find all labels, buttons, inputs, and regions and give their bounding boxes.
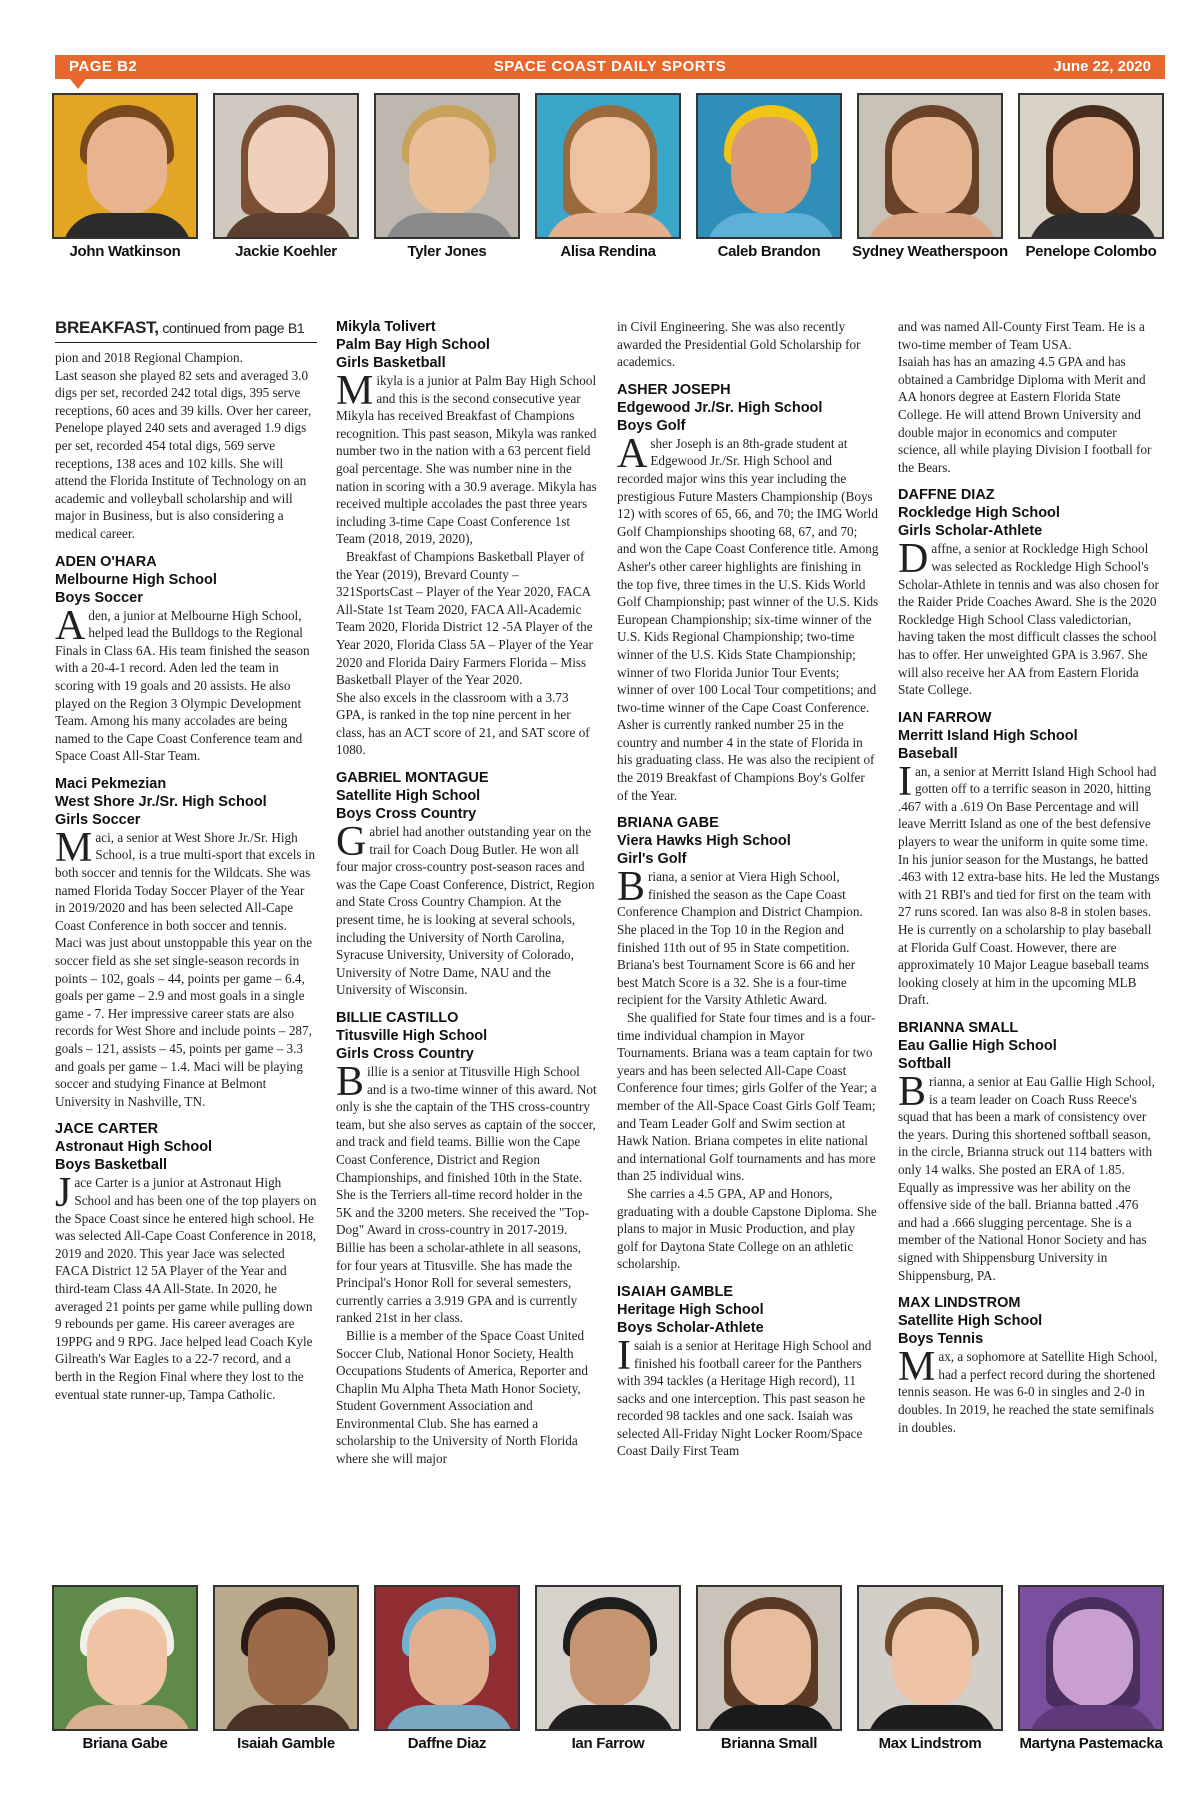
team-heading: Boys Golf bbox=[617, 417, 686, 434]
athlete-name-heading: IAN FARROW bbox=[898, 709, 992, 726]
school-heading: Merritt Island High School bbox=[898, 727, 1078, 744]
athlete-bio: Asher Joseph is an 8th-grade student at Edgewood Jr./Sr. High School and recorded major wins this year including the prestigious Future Masters Championship (Boys 12) with scores of 65, 66, and 70; the IMG World Golf Championships shooting 68, 67, and 70; and won the Cape Coast Conference title. Among Asher's other career highlights are finishing in the top five, three times in the U.S. Kids World Golf Championship; past winner of the U.S. Kids European Championship; six-time winner of the U.S. Kids Regional Championship; two-time winner of the U.S. Kids State Championship; winner of two Florida Junior Tour Events; winner of over 100 Local Tour competitions; and two-time winner of the Cape Coast Conference. bbox=[617, 430, 879, 715]
portrait-image bbox=[696, 1585, 842, 1731]
body-text: and was named All-County First Team. He is a two-time member of Team USA. bbox=[898, 319, 1145, 352]
team-heading: Girls Basketball bbox=[336, 355, 446, 371]
athlete-photo bbox=[52, 93, 198, 273]
portrait-image bbox=[857, 1585, 1003, 1731]
team-heading: Girls Scholar-Athlete bbox=[898, 523, 1043, 540]
drop-cap: B bbox=[617, 864, 646, 911]
drop-cap: D bbox=[898, 536, 929, 583]
body-text: She also excels in the classroom with a 3.73 GPA, is ranked in the top nine percent in her class, has an ACT score of 21, and SAT score of 1080. bbox=[336, 689, 590, 758]
body-text: in Civil Engineering. She was also recently awarded the Presidential Gold Scholarship for academics. bbox=[617, 319, 861, 370]
athlete-photo bbox=[535, 1585, 681, 1765]
team-heading: Girl's Golf bbox=[617, 851, 687, 868]
athlete-photo bbox=[852, 93, 1008, 273]
article-column-3 bbox=[617, 318, 879, 1460]
athlete-name-heading: DAFFNE DIAZ bbox=[898, 487, 995, 504]
athlete-bio: Isaiah is a senior at Heritage High School and finished his football career for the Panthers with 394 tackles (a Heritage High record), 11 sacks and one interception. This past season he recorded 98 tackles and one sack. Isaiah was selected All-Friday Night Locker Room/Space Coast Daily First Team bbox=[617, 1332, 872, 1459]
photo-caption: Ian Farrow bbox=[571, 1735, 645, 1752]
portrait-image bbox=[374, 93, 520, 239]
athlete-bio: Maci, a senior at West Shore Jr./Sr. High School, is a true multi-sport that excels in both soccer and tennis for the Wildcats. She was named Florida Today Soccer Player of the Year in 2019/2020 and has been selected All-Cape Coast Conference in both soccer and tennis. Maci was just about unstoppable this year on the soccer field as she set single-season records in points – 102, goals – 44, points per game – 6.4, goals per game – 2.9 and most goals in a single game - 7. Her impressive career stats are also records for West Shore and include points – 287, goals – 121, assists – 45, points per game – 3.3 and goals per game – 1.4. Maci will be playing soccer and studying Finance at Belmont University in Nashville, TN. bbox=[55, 824, 316, 1109]
team-heading: Girls Cross Country bbox=[336, 1046, 474, 1062]
body-text: She carries a 4.5 GPA, AP and Honors, graduating with a double Capstone Diploma. She plans to major in Music Production, and play golf for Daytona State College on an athletic scholarship. bbox=[617, 1185, 877, 1272]
team-heading: Boys Tennis bbox=[898, 1331, 984, 1348]
body-text: In his junior season for the Mustangs, he batted .463 with 12 extra-base hits. He led the Mustangs with 21 RBI's and tied for first on the team with 27 runs scored. Ian was also 8-8 in stolen bases. He is currently on a scholarship to play baseball at Florida Gulf Coast. However, there are approximately 10 Major League baseball teams looking closely at him in the upcoming MLB Draft. bbox=[898, 851, 1160, 1008]
drop-cap: M bbox=[336, 368, 374, 414]
athlete-bio: Briana, a senior at Viera High School, finished the season as the Cape Coast Conference Champion and District Champion. She placed in the Top 10 in the Region and finished 11th out of 95 in State competition. Briana's best Tournament Score is 66 and her best Match Score is a 32. She is a four-time recipient for the Varsity Athletic Award. bbox=[617, 864, 863, 1008]
continued-rest: continued from page B1 bbox=[158, 320, 305, 336]
drop-cap: B bbox=[336, 1059, 365, 1105]
athlete-photo bbox=[535, 93, 681, 273]
athlete-bio: Daffne, a senior at Rockledge High School was selected as Rockledge High School's Scholar-Athlete in tennis and was also chosen for the Raider Pride Coaches Award. She is the 2020 Rockledge High School Class valedictorian, having taken the most difficult classes the school has to offer. Her unweighted GPA is 3.967. She will also receive her AA from Eastern Florida State College. bbox=[898, 536, 1159, 698]
athlete-name-heading: BRIANA GABE bbox=[617, 815, 719, 832]
page-tab-marker bbox=[70, 79, 86, 89]
page-header-bar bbox=[55, 55, 1165, 79]
photo-caption: Caleb Brandon bbox=[717, 243, 821, 260]
athlete-photo bbox=[857, 1585, 1003, 1765]
athlete-photo bbox=[696, 93, 842, 273]
drop-cap: M bbox=[898, 1344, 936, 1391]
athlete-name-heading: MAX LINDSTROM bbox=[898, 1295, 1021, 1312]
drop-cap: M bbox=[55, 824, 93, 871]
athlete-name-heading: ISAIAH GAMBLE bbox=[617, 1283, 733, 1300]
athlete-name-heading: BILLIE CASTILLO bbox=[336, 1010, 459, 1026]
portrait-image bbox=[535, 1585, 681, 1731]
drop-cap: B bbox=[898, 1069, 927, 1115]
body-text: Last season she played 82 sets and averaged 3.0 digs per set, recorded 242 total digs, 395 serve receptions, 60 aces and 39 kills. Over her career, Penelope played 240 sets and averaged 1.9 digs per set, recorded 454 total digs, 569 serve receptions, 138 aces and 102 kills. She will attend the Florida Institute of Technology on an academic and volleyball scholarship and will major in Business, but is also considering a medical career. bbox=[55, 367, 312, 541]
athlete-bio: Ian, a senior at Merritt Island High School had gotten off to a terrific season in 2020, hitting .467 with a .619 On Base Percentage and will leave Merritt Island as one of the best defensive players to wear the uniform in quite some time. bbox=[898, 758, 1157, 850]
athlete-photo bbox=[1018, 1585, 1164, 1765]
portrait-image bbox=[1018, 1585, 1164, 1731]
athlete-photo bbox=[213, 1585, 359, 1765]
portrait-image bbox=[696, 93, 842, 239]
athlete-bio: Aden, a junior at Melbourne High School, helped lead the Bulldogs to the Regional Finals in Class 6A. His team finished the season with a 20-4-1 record. Aden led the team in scoring with 19 goals and 20 assists. He also played on the Region 3 Olympic Development Team. Among his many accolades are being named to the Cape Coast Conference team and Space Coast All-Star Team. bbox=[55, 602, 310, 764]
athlete-name-heading: BRIANNA SMALL bbox=[898, 1020, 1019, 1036]
school-heading: Melbourne High School bbox=[55, 571, 217, 588]
portrait-image bbox=[374, 1585, 520, 1731]
body-text: Breakfast of Champions Basketball Player of the Year (2019), Brevard County – 321SportsCast – Player of the Year 2020, FACA All-State 1st Team 2020, FACA All-Academic Team 2020, Florida District 12 -5A Player of the Year 2020, Florida Class 5A – Player of the Year 2020 and Florida Dairy Farmers Florida – Miss Basketball Player of the Year 2020. bbox=[336, 548, 593, 688]
drop-cap: I bbox=[617, 1332, 631, 1379]
body-text: Isaiah has has an amazing 4.5 GPA and has obtained a Cambridge Diploma with Merit and AA honors degree at Eastern Florida State College. He will attend Brown University and double major in economics and computer science, all while playing Division I football for the Bears. bbox=[898, 354, 1152, 475]
school-heading: Satellite High School bbox=[336, 788, 481, 805]
drop-cap: A bbox=[617, 430, 648, 477]
athlete-name-heading: Maci Pekmezian bbox=[55, 775, 167, 792]
article-column-4 bbox=[898, 318, 1160, 1436]
publication-title: SPACE COAST DAILY SPORTS bbox=[493, 58, 727, 75]
body-text: She qualified for State four times and is a four-time individual champion in Mayor Tournaments. Briana was a team captain for two years and has been selected All-Cape Coast Conference four times; girls Golfer of the Year; a member of the All-Space Coast Girls Golf Team; and Team Leader Golf and Swim section at Hawk Nation. Briana competes in elite national and international Golf tournaments and has more than 25 individual wins. bbox=[617, 1010, 877, 1184]
issue-date: June 22, 2020 bbox=[1053, 58, 1151, 75]
photo-caption: Daffne Diaz bbox=[407, 1735, 487, 1752]
article-column-2 bbox=[336, 318, 598, 1468]
photo-caption: Alisa Rendina bbox=[560, 243, 656, 260]
athlete-name-heading: Mikyla Tolivert bbox=[336, 319, 436, 335]
portrait-image bbox=[213, 1585, 359, 1731]
photo-caption: John Watkinson bbox=[69, 243, 181, 260]
body-text: Billie is a member of the Space Coast United Soccer Club, National Honor Society, Health Occupations Students of America, Reporter and Chaplin Mu Alpha Theta Math Honor Society, Student Government Association and Environmental Club. She has earned a scholarship to the University of North Florida where she will major bbox=[336, 1327, 588, 1467]
team-heading: Boys Cross Country bbox=[336, 806, 477, 823]
school-heading: Titusville High School bbox=[336, 1028, 488, 1044]
photo-caption: Briana Gabe bbox=[82, 1735, 168, 1752]
school-heading: Heritage High School bbox=[617, 1301, 764, 1318]
team-heading: Softball bbox=[898, 1056, 952, 1072]
drop-cap: J bbox=[55, 1170, 72, 1217]
team-heading: Girls Soccer bbox=[55, 811, 141, 828]
portrait-image bbox=[213, 93, 359, 239]
article-column-1 bbox=[55, 318, 317, 1403]
athlete-photo bbox=[696, 1585, 842, 1765]
athlete-bio: Brianna, a senior at Eau Gallie High School, is a team leader on Coach Russ Reece's squad that has been a mark of consistency over the years. During this shortened softball season, in the circle, Brianna struck out 114 batters with only 14 walks. She posted an ERA of 1.85. Equally as impressive was her ability on the offensive side of the ball. Brianna batted .476 and had a .666 slugging percentage. She is a member of the National Honor Society and has signed with Shippensburg University in Shippensburg, PA. bbox=[898, 1069, 1155, 1283]
athlete-name-heading: ASHER JOSEPH bbox=[617, 381, 731, 398]
school-heading: Edgewood Jr./Sr. High School bbox=[617, 399, 823, 416]
athlete-bio: Billie is a senior at Titusville High School and is a two-time winner of this award. Not only is she the captain of the THS cross-country team, but she also serves as captain of the soccer, and track and field teams. Billie won the Cape Coast Conference, District and Region Championships, and finished 10th in the State. She is the Terriers all-time record holder in the 5K and the 3200 meters. She received the "Top-Dog" Award in cross-country in 2017-2019. Billie has been a scholar-athlete in all seasons, for four years at Titusville. She has made the Principal's Honor Roll for several semesters, currently carries a 3.919 GPA and is currently ranked 21st in her class. bbox=[336, 1059, 597, 1326]
athlete-photo bbox=[213, 93, 359, 273]
drop-cap: A bbox=[55, 602, 86, 649]
drop-cap: G bbox=[336, 819, 367, 866]
team-heading: Boys Scholar-Athlete bbox=[617, 1319, 764, 1336]
team-heading: Baseball bbox=[898, 745, 958, 762]
portrait-image bbox=[535, 93, 681, 239]
drop-cap: I bbox=[898, 758, 912, 805]
photo-caption: Sydney Weatherspoon bbox=[852, 243, 1008, 260]
athlete-name-heading: GABRIEL MONTAGUE bbox=[336, 770, 489, 787]
portrait-image bbox=[857, 93, 1003, 239]
photo-caption: Martyna Pastemacka bbox=[1019, 1735, 1163, 1752]
photo-caption: Isaiah Gamble bbox=[237, 1735, 335, 1752]
body-text: Asher is currently ranked number 25 in the country and number 4 in the state of Florida in his graduating class. He was also the recipient of the 2019 Breakfast of Champions Boy's Golfer of the Year. bbox=[617, 717, 875, 803]
page-number: PAGE B2 bbox=[69, 58, 138, 75]
team-heading: Boys Soccer bbox=[55, 589, 143, 606]
team-heading: Boys Basketball bbox=[55, 1157, 168, 1174]
athlete-name-heading: ADEN O'HARA bbox=[55, 553, 157, 570]
photo-caption: Jackie Koehler bbox=[235, 243, 337, 260]
athlete-bio: Mikyla is a junior at Palm Bay High School and this is the second consecutive year Mikyla has received Breakfast of Champions recognition. This past season, Mikyla was ranked number two in the nation with a 63 percent field goal percentage. She was number nine in the nation in scoring with a 30.9 average. Mikyla has received multiple accolades the past three years including 3-time Cape Coast Conference 1st Team (2018, 2019, 2020), bbox=[336, 368, 597, 547]
school-heading: Satellite High School bbox=[898, 1313, 1043, 1330]
body-text: pion and 2018 Regional Champion. bbox=[55, 350, 243, 365]
continued-kicker: BREAKFAST, bbox=[55, 318, 159, 337]
portrait-image bbox=[52, 93, 198, 239]
athlete-photo bbox=[374, 93, 520, 273]
athlete-bio: Gabriel had another outstanding year on the trail for Coach Doug Butler. He won all four major cross-country post-season races and was the Cape Coast Conference, District, Region and State Cross Country Champion. At the present time, he is looking at several schools, including the University of North Carolina, Syracuse University, University of Colorado, University of Notre Dame, NAU and the University of Wisconsin. bbox=[336, 819, 595, 998]
top-photo-row bbox=[52, 93, 1164, 273]
school-heading: Eau Gallie High School bbox=[898, 1038, 1057, 1054]
school-heading: Astronaut High School bbox=[55, 1139, 213, 1156]
photo-caption: Brianna Small bbox=[720, 1735, 818, 1752]
portrait-image bbox=[1018, 93, 1164, 239]
continued-label bbox=[55, 318, 317, 343]
school-heading: Palm Bay High School bbox=[336, 337, 490, 353]
athlete-photo bbox=[374, 1585, 520, 1765]
portrait-image bbox=[52, 1585, 198, 1731]
school-heading: Viera Hawks High School bbox=[617, 833, 791, 850]
photo-caption: Max Lindstrom bbox=[878, 1735, 982, 1752]
school-heading: West Shore Jr./Sr. High School bbox=[55, 793, 267, 810]
photo-caption: Penelope Colombo bbox=[1025, 243, 1157, 260]
athlete-name-heading: JACE CARTER bbox=[55, 1121, 159, 1138]
athlete-bio: Max, a sophomore at Satellite High School, had a perfect record during the shortened tennis season. He was 6-0 in singles and 2-0 in doubles. In 2019, he reached the state semifinals in doubles. bbox=[898, 1344, 1158, 1435]
photo-caption: Tyler Jones bbox=[407, 243, 487, 260]
athlete-photo bbox=[52, 1585, 198, 1765]
athlete-bio: Jace Carter is a junior at Astronaut High School and has been one of the top players on the Space Coast since he entered high school. He was selected All-Cape Coast Conference in 2018, 2019 and 2020. This year Jace was selected FACA District 12 5A Player of the Year and third-team Class 4A All-State. In 2020, he averaged 21 points per game while pulling down 9 rebounds per game. His career averages are 19PPG and 9 RPG. Jace helped lead Coach Kyle Gilreath's War Eagles to a 22-7 record, and a berth in the Region Final where they lost to the eventual state runner-up, Tampa Catholic. bbox=[55, 1170, 317, 1402]
school-heading: Rockledge High School bbox=[898, 505, 1060, 522]
athlete-photo bbox=[1018, 93, 1164, 273]
bottom-photo-row bbox=[52, 1585, 1164, 1765]
